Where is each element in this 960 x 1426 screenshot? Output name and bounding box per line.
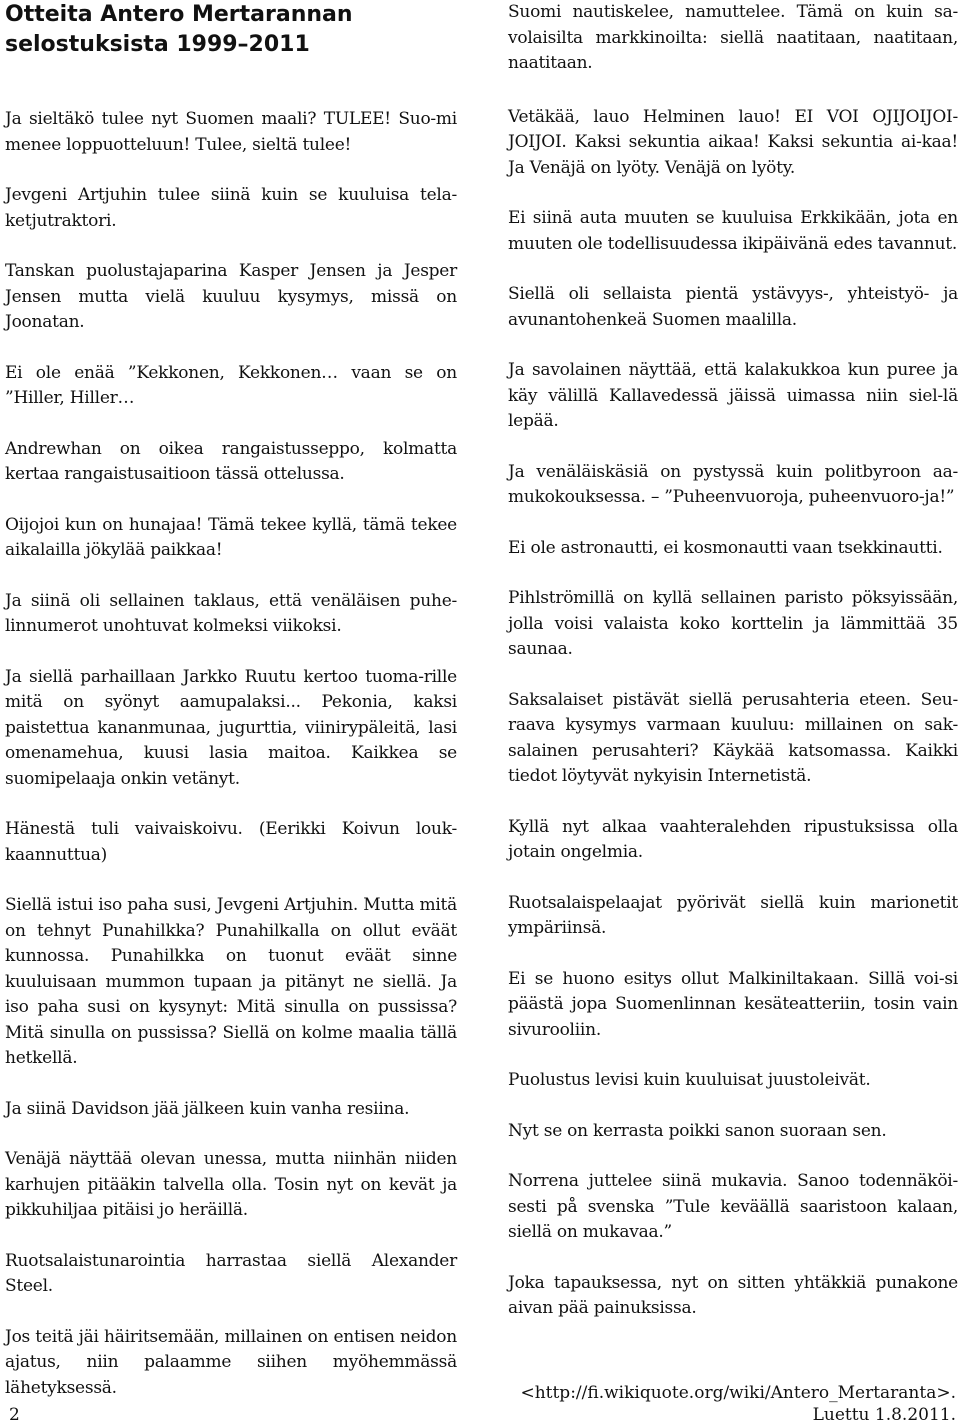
right-quote-list [508, 0, 958, 1322]
retrieved-date: Luettu 1.8.2011. [812, 1405, 956, 1425]
quote-paragraph: Jevgeni Artjuhin tulee siinä kuin se kuuluisa tela-ketjutraktori. [5, 185, 457, 231]
quote-paragraph: Suomi nautiskelee, namuttelee. Tämä on kuin sa-volaisilta markkinoilta: siellä naatitaan, naatitaan, naatitaan. [508, 2, 958, 73]
source-url: <http://fi.wikiquote.org/wiki/Antero_Mertaranta>. [520, 1383, 956, 1403]
source-citation [520, 1382, 956, 1426]
quote-paragraph: Siellä oli sellaista pientä ystävyys-, yhteistyö- ja avunantohenkeä Suomen maalilla. [508, 284, 958, 330]
quote-paragraph: Ja siinä oli sellainen taklaus, että venäläisen puhe-linnumerot unohtuvat kolmeksi viikoksi. [5, 590, 457, 636]
quote-paragraph: Ei siinä auta muuten se kuuluisa Erkkikään, jota en muuten ole todellisuudessa ikipäivänä edes tavannut. [508, 208, 958, 254]
quote-paragraph: Venäjä näyttää olevan unessa, mutta niinhän niiden karhujen pitääkin talvella olla. Tosin nyt on kevät ja pikkuhiljaa pitäisi jo heräillä. [5, 1149, 457, 1220]
quote-paragraph: Nyt se on kerrasta poikki sanon suoraan sen. [508, 1120, 887, 1141]
page-title [5, 0, 457, 60]
quote-paragraph: Ja siinä Davidson jää jälkeen kuin vanha resiina. [5, 1098, 410, 1119]
quote-paragraph: Tanskan puolustajaparina Kasper Jensen ja Jesper Jensen mutta vielä kuuluu kysymys, missä on Joonatan. [5, 261, 457, 332]
quote-paragraph: Norrena juttelee siinä mukavia. Sanoo todennäköi-sesti på svenska ”Tule keväällä saaristoon kalaan, siellä on mukavaa.” [508, 1171, 958, 1242]
quote-paragraph: Ja sieltäkö tulee nyt Suomen maali? TULEE! Suo-mi menee loppuotteluun! Tulee, sieltä tulee! [5, 109, 457, 155]
title-line-1: Otteita Antero Mertarannan [5, 2, 353, 27]
quote-paragraph: Ja savolainen näyttää, että kalakukkoa kun puree ja käy välillä Kallavedessä jäissä uimassa niin siel-lä lepää. [508, 360, 958, 431]
quote-paragraph: Vetäkää, lauo Helminen lauo! EI VOI OJIJOIJOI-JOIJOI. Kaksi sekuntia aikaa! Kaksi sekuntia ai-kaa! Ja Venäjä on lyöty. Venäjä on lyöty. [508, 106, 958, 178]
quote-paragraph: Ruotsalaispelaajat pyörivät siellä kuin marionetit ympäriinsä. [508, 892, 958, 938]
quote-paragraph: Ja venäläiskäsiä on pystyssä kuin politbyroon aa-mukokouksessa. – ”Puheenvuoroja, puheenvuoro-ja!” [508, 461, 958, 507]
quote-paragraph: Hänestä tuli vaivaiskoivu. (Eerikki Koivun louk-kaannuttua) [5, 819, 457, 865]
title-line-2: selostuksista 1999–2011 [5, 32, 310, 57]
quote-paragraph: Ja siellä parhaillaan Jarkko Ruutu kertoo tuoma-rille mitä on syönyt aamupalaksi... Pekonia, kaksi paistettua kananmunaa, jugurttia, viinirypäleitä, lasi omenamehua, kuusi lasia maitoa. Kaikkea se suomipelaaja onkin vetänyt. [5, 666, 457, 789]
quote-paragraph: Jos teitä jäi häiritsemään, millainen on entisen neidon ajatus, niin palaamme siihen myöhemmässä lähetyksessä. [5, 1326, 457, 1398]
right-column [508, 0, 958, 1347]
quote-paragraph: Ei ole astronautti, ei kosmonautti vaan tsekkinautti. [508, 537, 943, 558]
quote-paragraph: Saksalaiset pistävät siellä perusahteria eteen. Seu-raava kysymys varmaan kuuluu: millainen on sak-salainen perusahteri? Käykää katsomassa. Kaikki tiedot löytyvät nykyisin Internetistä. [508, 689, 958, 786]
quote-paragraph: Ei se huono esitys ollut Malkiniltakaan. Sillä voi-si päästä jopa Suomenlinnan kesäteatteriin, tosin vain sivurooliin. [508, 968, 958, 1040]
quote-paragraph: Oijojoi kun on hunajaa! Tämä tekee kyllä, tämä tekee aikalailla jökylää paikkaa! [5, 514, 457, 560]
left-quote-list [5, 107, 457, 1401]
quote-paragraph: Pihlströmillä on kyllä sellainen paristo pöksyissään, jolla voisi valaista koko korttelin ja lämmittää 35 saunaa. [508, 588, 958, 659]
quote-paragraph: Puolustus levisi kuin kuuluisat juustoleivät. [508, 1070, 871, 1090]
quote-paragraph: Andrewhan on oikea rangaistusseppo, kolmatta kertaa rangaistusaitioon tässä ottelussa. [5, 438, 457, 484]
quote-paragraph: Joka tapauksessa, nyt on sitten yhtäkkiä punakone aivan pää painuksissa. [508, 1272, 958, 1318]
page-number: 2 [9, 1405, 20, 1425]
left-column [5, 0, 457, 1426]
quote-paragraph: Ruotsalaistunarointia harrastaa siellä Alexander Steel. [5, 1250, 457, 1296]
quote-paragraph: Ei ole enää ”Kekkonen, Kekkonen… vaan se on ”Hiller, Hiller… [5, 362, 457, 408]
quote-paragraph: Kyllä nyt alkaa vaahteralehden ripustuksissa olla jotain ongelmia. [508, 816, 958, 862]
quote-paragraph: Siellä istui iso paha susi, Jevgeni Artjuhin. Mutta mitä on tehnyt Punahilkka? Punahilkalla on ollut eväät kunnossa. Punahilkka on tuonut eväät sinne kuuluisaan mummon tupaan ja pitänyt ne siellä. Ja iso paha susi on kysynyt: Mitä sinulla on pussissa? Mitä sinulla on pussissa? Siellä on kolme maalia tällä hetkellä. [5, 895, 457, 1068]
